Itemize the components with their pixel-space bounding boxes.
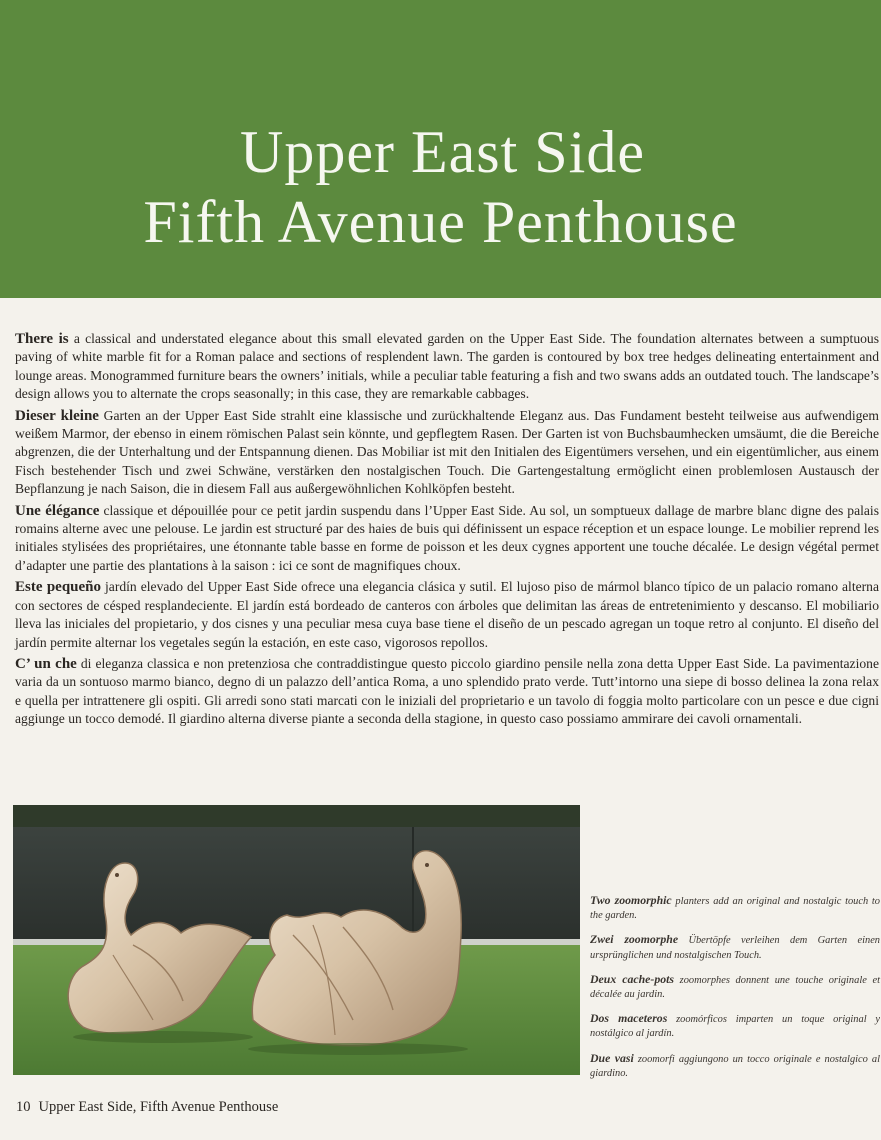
page-number: 10 [16, 1099, 31, 1115]
photo-captions [590, 893, 880, 1090]
caption-text: zoomórficos imparten un toque original y nostálgico al jardín. [590, 1014, 880, 1040]
caption-french [590, 972, 880, 1002]
paragraph-text: Garten an der Upper East Side strahlt eine klassische und zurückhaltende Eleganz aus. Das Fundament besteht teilweise aus aufwendigem weißem Marmor, der ebenso in einem römischen Palast sein könnte, und gepflegtem Rasen. Der Garten ist von Buchsbaumhecken umsäumt, die die Bereiche abgrenzen, die der Unterhaltung und der Entspannung dienen. Das Mobiliar ist mit den Initialen des Eigentümers versehen, und ein eigentümlicher, aus einem Fisch bestehender Tisch und zwei Schwäne, verstärken den nostalgischen Touch. Die Gartengestaltung ermöglicht einen problemlosen Austausch der Bepflanzung je nach Saison, die in diesem Fall aus außergewöhnlichen Kohlköpfen besteht. [15, 407, 880, 497]
running-title: Upper East Side, Fifth Avenue Penthouse [38, 1099, 279, 1115]
paragraph-lead: Une élégance [15, 502, 100, 519]
paragraph-text: di eleganza classica e non pretenziosa che contraddistingue questo piccolo giardino pensile nella zona detta Upper East Side. La pavimentazione varia da un sontuoso marmo bianco, degno di un palazzo dell’antica Roma, a uno splendido prato verde. Tutt’intorno una siepe di bosso delinea la zona relax e quella per intrattenere gli ospiti. Gli arredi sono stati marcati con le iniziali del proprietario e un tavolo di foggia molto particolare con un pesce e due cigni aggiunge un tocco demodé. Il giardino alterna diverse piante a seconda della stagione, in questo caso possiamo ammirare dei cavoli ornamentali. [15, 655, 879, 727]
caption-german [590, 932, 880, 962]
article-body [15, 330, 879, 732]
caption-text: zoomorphes donnent une touche originale et décalée au jardin. [590, 974, 880, 1001]
caption-text: Übertöpfe verleihen dem Garten einen ursprünglichen und nostalgischen Touch. [590, 935, 880, 961]
caption-text: planters add an original and nostalgic touch to the garden. [590, 896, 881, 922]
caption-lead: Deux cache-pots [590, 971, 674, 986]
page-title-line-1: Upper East Side [240, 119, 645, 185]
paragraph-lead: Dieser kleine [15, 407, 99, 424]
paragraph-french [15, 502, 879, 576]
paragraph-lead: C’ un che [15, 655, 77, 672]
caption-english [590, 893, 880, 923]
caption-lead: Dos maceteros [590, 1011, 668, 1026]
caption-lead: Due vasi [590, 1050, 634, 1065]
caption-spanish [590, 1011, 880, 1041]
paragraph-italian [15, 655, 879, 729]
paragraph-spanish [15, 578, 879, 652]
paragraph-english [15, 330, 879, 404]
page-title-line-2: Fifth Avenue Penthouse [143, 189, 738, 255]
page-footer [16, 1099, 278, 1116]
swan-planters-photo [13, 805, 580, 1075]
caption-italian [590, 1051, 880, 1081]
paragraph-text: classique et dépouillée pour ce petit jardin suspendu dans l’Upper East Side. Au sol, un somptueux dallage de marbre blanc digne des palais romains alterne avec une pelouse. Le jardin est structuré par des haies de buis qui définissent un espace réception et un espace lounge. Le mobilier reprend les initiales stylisées des propriétaires, une étonnante table basse en forme de poisson et les deux cygnes apportent une touche décalée. Le design végétal permet d’adapter une partie des plantations à la saison : ici ce sont de magnifiques choux. [15, 502, 879, 573]
paragraph-text: jardín elevado del Upper East Side ofrece una elegancia clásica y sutil. El lujoso piso de mármol blanco típico de un palacio romano alterna con sectores de césped resplandeciente. El jardín está bordeado de canteros con árboles que delimitan las áreas de entretenimiento y descanso. El mobiliario lleva las iniciales del propietario, y dos cisnes y una peculiar mesa cuya base tiene el diseño de un pescado agregan un toque retro al conjunto. El diseño del jardín permite alternar los vegetales según la estación, en este caso, vigorosos repollos. [15, 579, 879, 650]
caption-lead: Two zoomorphic [590, 893, 672, 907]
caption-text: zoomorfi aggiungono un tocco originale e nostalgico al giardino. [590, 1053, 880, 1079]
caption-lead: Zwei zoomorphe [590, 932, 679, 947]
paragraph-text: a classical and understated elegance about this small elevated garden on the Upper East Side. The foundation alternates between a sumptuous paving of white marble fit for a Roman palace and sections of resplendent lawn. The garden is contoured by box tree hedges delineating entertainment and lounge areas. Monogrammed furniture bears the owners’ initials, while a peculiar table featuring a fish and two swans adds an outdated touch. The landscape’s design allows you to alternate the crops seasonally; in this case, they are remarkable cabbages. [15, 331, 879, 402]
paragraph-german [15, 407, 879, 499]
paragraph-lead: Este pequeño [15, 579, 102, 596]
paragraph-lead: There is [15, 331, 69, 347]
title-banner [0, 0, 881, 298]
